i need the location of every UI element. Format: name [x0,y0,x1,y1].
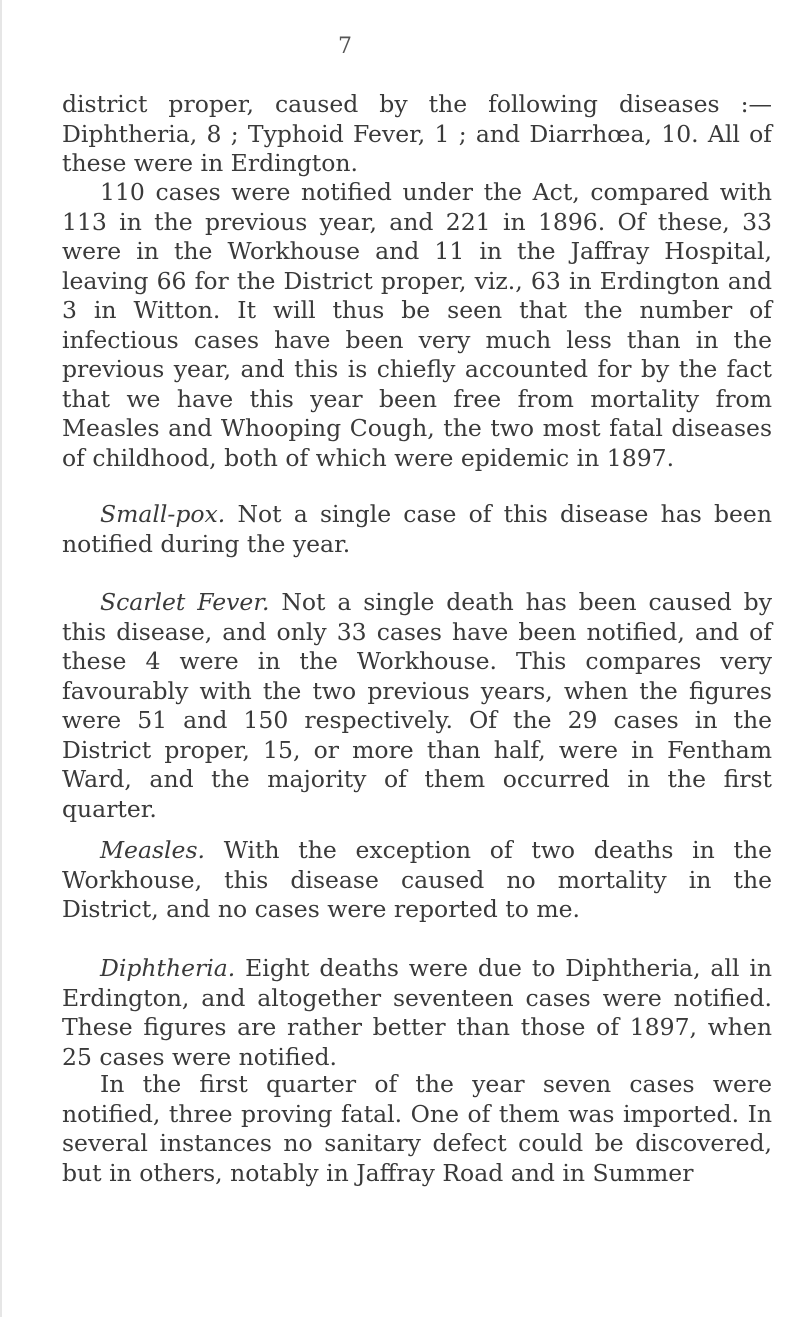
paragraph-diphtheria-text: Eight deaths were due to Diphtheria, all in Erdington, and altogether seventeen cases were notified. These figures are rather better than those of 1897, when 25 cases were notified. [62,954,772,1071]
paragraph-1 [62,90,772,179]
heading-diphtheria: Diphtheria. [100,954,236,982]
paragraph-2-text: 110 cases were notified under the Act, compared with 113 in the previous year, and 221 in 1896. Of these, 33 were in the Workhouse and 11 in the Jaffray Hospital, leaving 66 for the District proper, viz., 63 in Erdington and 3 in Witton. It will thus be seen that the number of infectious cases have been very much less than in the previous year, and this is chiefly accounted for by the fact that we have this year been free from mortality from Measles and Whooping Cough, the two most fatal diseases of childhood, both of which were epidemic in 1897. [62,178,772,472]
paragraph-scarlet-fever-text: Not a single death has been caused by this disease, and only 33 cases have been notified, and of these 4 were in the Workhouse. This compares very favourably with the two previous years, when the figures were 51 and 150 respectively. Of the 29 cases in the District proper, 15, or more than half, were in Fentham Ward, and the majority of them occurred in the first quarter. [62,588,772,823]
paragraph-7 [62,1070,772,1188]
paragraph-scarlet-fever [62,588,772,824]
paragraph-2 [62,178,772,473]
heading-small-pox: Small-pox. [100,500,226,528]
paragraph-1-text: district proper, caused by the following diseases :— Diphtheria, 8 ; Typhoid Fever, 1 ; and Diarrhœa, 10. All of these were in Erdington. [62,90,772,177]
paragraph-measles [62,836,772,925]
paragraph-measles-text: With the exception of two deaths in the Workhouse, this disease caused no mortality in the District, and no cases were reported to me. [62,836,772,923]
paragraph-small-pox-text: Not a single case of this disease has been notified during the year. [62,500,772,558]
page-edge [0,0,2,1317]
heading-scarlet-fever: Scarlet Fever. [100,588,270,616]
paragraph-7-text: In the first quarter of the year seven cases were notified, three proving fatal. One of them was imported. In several instances no sanitary defect could be discovered, but in others, notably in Jaffray Road and in Summer [62,1070,772,1187]
heading-measles: Measles. [100,836,205,864]
page-number: 7 [338,34,352,59]
paragraph-small-pox [62,500,772,559]
paragraph-diphtheria [62,954,772,1072]
